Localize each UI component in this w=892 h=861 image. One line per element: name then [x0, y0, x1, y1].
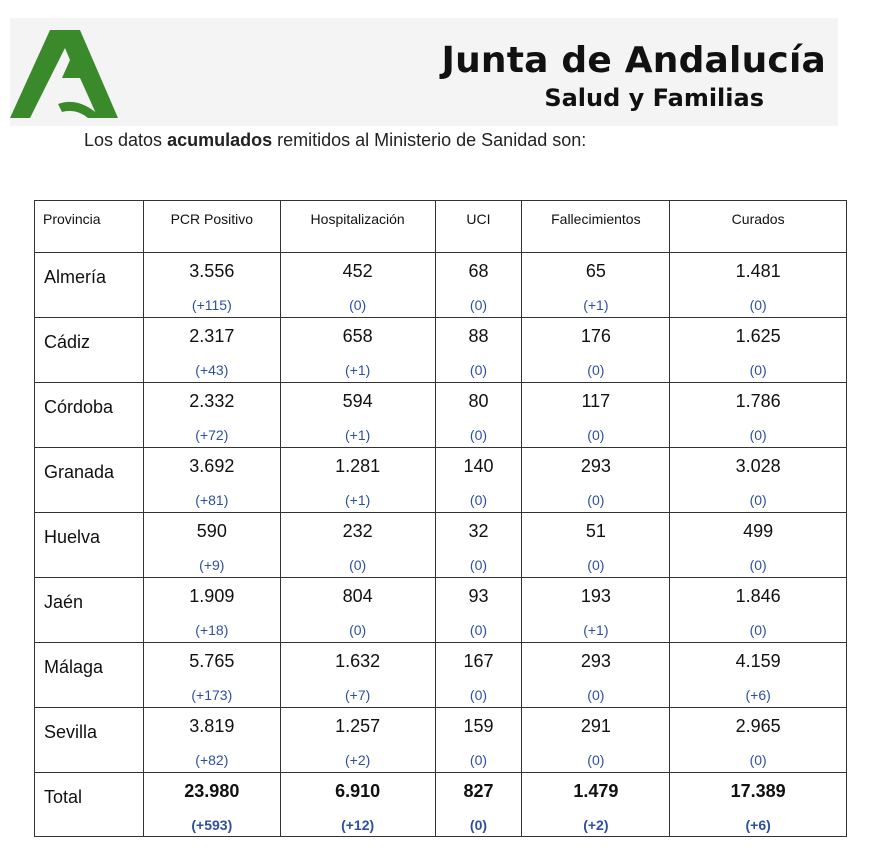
cell-delta: (0): [587, 492, 605, 508]
cell-delta: (+6): [745, 687, 771, 703]
value-cell: [435, 318, 522, 383]
cell-delta: (+81): [195, 492, 229, 508]
value-cell: [143, 578, 280, 643]
value-cell: [280, 708, 435, 773]
cell-value: 1.281: [335, 456, 381, 476]
province-cell: Almería: [35, 253, 144, 318]
value-cell: [522, 253, 670, 318]
cell-value: 6.910: [335, 781, 381, 801]
cell-delta: (0): [587, 752, 605, 768]
cell-value: 68: [468, 261, 489, 281]
cell-value: 452: [342, 261, 373, 281]
value-cell: [435, 253, 522, 318]
cell-value: 658: [342, 326, 373, 346]
value-cell: [670, 383, 847, 448]
cell-delta: (+1): [344, 362, 371, 378]
cell-value: 827: [463, 781, 494, 801]
value-cell: [435, 643, 522, 708]
cell-value: 176: [580, 326, 611, 346]
value-cell: [143, 448, 280, 513]
value-cell: [522, 578, 670, 643]
value-cell: [280, 643, 435, 708]
cell-delta: (0): [469, 362, 488, 378]
value-cell: [435, 448, 522, 513]
cell-value: 1.846: [735, 586, 781, 606]
cell-delta: (+18): [195, 622, 229, 638]
data-table: [34, 200, 847, 837]
brand-title: Junta de Andalucía: [441, 40, 826, 81]
value-cell: [670, 578, 847, 643]
cell-delta: (0): [749, 427, 767, 443]
cell-delta: (+12): [341, 817, 375, 833]
table-row: [35, 253, 847, 318]
intro-bold: acumulados: [167, 130, 273, 150]
cell-value: 3.819: [189, 716, 235, 736]
value-cell: [280, 318, 435, 383]
value-cell: [670, 448, 847, 513]
junta-andalucia-logo-icon: [10, 26, 120, 122]
value-cell: [435, 708, 522, 773]
cell-delta: (0): [469, 752, 488, 768]
value-cell: [280, 253, 435, 318]
value-cell: [143, 253, 280, 318]
header-curados: Curados: [670, 201, 847, 253]
table-row: [35, 513, 847, 578]
cell-delta: (+593): [191, 817, 233, 833]
cell-value: 80: [468, 391, 489, 411]
value-cell: [143, 643, 280, 708]
table-header-row: [35, 201, 847, 253]
cell-value: 5.765: [189, 651, 235, 671]
header-hospitalizacion: Hospitalización: [280, 201, 435, 253]
value-cell: [670, 513, 847, 578]
cell-value: 51: [585, 521, 606, 541]
cell-delta: (0): [587, 557, 605, 573]
table-row: [35, 383, 847, 448]
value-cell: [522, 513, 670, 578]
cell-delta: (0): [349, 297, 367, 313]
value-cell: [143, 513, 280, 578]
cell-delta: (0): [749, 622, 767, 638]
cell-delta: (+1): [344, 427, 371, 443]
province-cell: Total: [35, 773, 144, 837]
cell-value: 499: [743, 521, 774, 541]
cell-value: 804: [342, 586, 373, 606]
cell-delta: (0): [469, 427, 488, 443]
cell-delta: (+1): [344, 492, 371, 508]
cell-value: 594: [342, 391, 373, 411]
value-cell: [143, 318, 280, 383]
cell-value: 1.481: [735, 261, 781, 281]
cell-value: 93: [468, 586, 489, 606]
cell-delta: (+82): [195, 752, 229, 768]
value-cell: [435, 773, 522, 837]
cell-value: 293: [580, 651, 611, 671]
brand-subtitle: Salud y Familias: [544, 84, 764, 112]
cell-delta: (0): [469, 817, 488, 833]
cell-delta: (+2): [344, 752, 371, 768]
value-cell: [522, 708, 670, 773]
cell-delta: (+7): [344, 687, 371, 703]
header-uci: UCI: [435, 201, 522, 253]
cell-value: 4.159: [735, 651, 781, 671]
cell-value: 2.332: [189, 391, 235, 411]
cell-value: 23.980: [184, 781, 240, 801]
cell-delta: (0): [469, 492, 488, 508]
value-cell: [280, 578, 435, 643]
cell-delta: (0): [349, 557, 367, 573]
cell-delta: (+9): [199, 557, 225, 573]
cell-value: 590: [196, 521, 227, 541]
cell-delta: (+6): [745, 817, 771, 833]
province-cell: Cádiz: [35, 318, 144, 383]
cell-delta: (+115): [191, 297, 232, 313]
value-cell: [522, 318, 670, 383]
cell-delta: (0): [749, 492, 767, 508]
cell-value: 1.786: [735, 391, 781, 411]
cell-value: 1.479: [573, 781, 619, 801]
value-cell: [522, 773, 670, 837]
province-cell: Sevilla: [35, 708, 144, 773]
cell-value: 88: [468, 326, 489, 346]
value-cell: [143, 383, 280, 448]
value-cell: [435, 383, 522, 448]
cell-delta: (0): [749, 557, 767, 573]
cell-value: 159: [463, 716, 494, 736]
cell-value: 3.692: [189, 456, 235, 476]
value-cell: [143, 773, 280, 837]
province-cell: Málaga: [35, 643, 144, 708]
cell-delta: (0): [749, 297, 767, 313]
value-cell: [670, 318, 847, 383]
cell-delta: (0): [749, 752, 767, 768]
cell-delta: (+72): [195, 427, 229, 443]
cell-delta: (0): [587, 362, 605, 378]
cell-value: 32: [468, 521, 489, 541]
cell-value: 17.389: [730, 781, 786, 801]
cell-delta: (+1): [583, 622, 609, 638]
cell-value: 117: [581, 391, 611, 411]
value-cell: [522, 643, 670, 708]
value-cell: [280, 513, 435, 578]
province-cell: Granada: [35, 448, 144, 513]
cell-value: 293: [580, 456, 611, 476]
cell-delta: (0): [469, 557, 488, 573]
cell-delta: (0): [469, 297, 488, 313]
cell-delta: (0): [587, 427, 605, 443]
cell-value: 1.625: [735, 326, 781, 346]
value-cell: [435, 578, 522, 643]
table-row: [35, 643, 847, 708]
cell-delta: (0): [469, 687, 488, 703]
cell-value: 3.556: [189, 261, 235, 281]
province-cell: Córdoba: [35, 383, 144, 448]
table-row: [35, 578, 847, 643]
table-row: [35, 318, 847, 383]
cell-value: 140: [463, 456, 494, 476]
cell-value: 1.909: [189, 586, 235, 606]
cell-delta: (0): [587, 687, 605, 703]
value-cell: [280, 773, 435, 837]
value-cell: [670, 773, 847, 837]
value-cell: [435, 513, 522, 578]
cell-value: 232: [342, 521, 373, 541]
cell-value: 65: [585, 261, 606, 281]
cell-value: 193: [580, 586, 611, 606]
header-provincia: Provincia: [35, 201, 144, 253]
cell-delta: (0): [469, 622, 488, 638]
cell-value: 167: [463, 651, 494, 671]
value-cell: [522, 448, 670, 513]
cell-delta: (+173): [191, 687, 233, 703]
cell-value: 2.965: [735, 716, 781, 736]
cell-delta: (0): [749, 362, 767, 378]
value-cell: [522, 383, 670, 448]
cell-delta: (+43): [195, 362, 229, 378]
table-row: [35, 448, 847, 513]
cell-value: 3.028: [735, 456, 781, 476]
cell-delta: (+1): [583, 297, 609, 313]
province-cell: Jaén: [35, 578, 144, 643]
total-row: [35, 773, 847, 837]
header-pcr: PCR Positivo: [143, 201, 280, 253]
cell-value: 291: [580, 716, 611, 736]
cell-value: 1.257: [335, 716, 381, 736]
intro-text: Los datos acumulados remitidos al Ministerio de Sanidad son:: [84, 130, 587, 150]
cell-delta: (+2): [583, 817, 609, 833]
value-cell: [670, 643, 847, 708]
value-cell: [280, 448, 435, 513]
header-fallecimientos: Fallecimientos: [522, 201, 670, 253]
cell-delta: (0): [349, 622, 367, 638]
cell-value: 2.317: [189, 326, 235, 346]
table-row: [35, 708, 847, 773]
value-cell: [670, 708, 847, 773]
value-cell: [280, 383, 435, 448]
value-cell: [143, 708, 280, 773]
province-cell: Huelva: [35, 513, 144, 578]
cell-value: 1.632: [335, 651, 381, 671]
value-cell: [670, 253, 847, 318]
